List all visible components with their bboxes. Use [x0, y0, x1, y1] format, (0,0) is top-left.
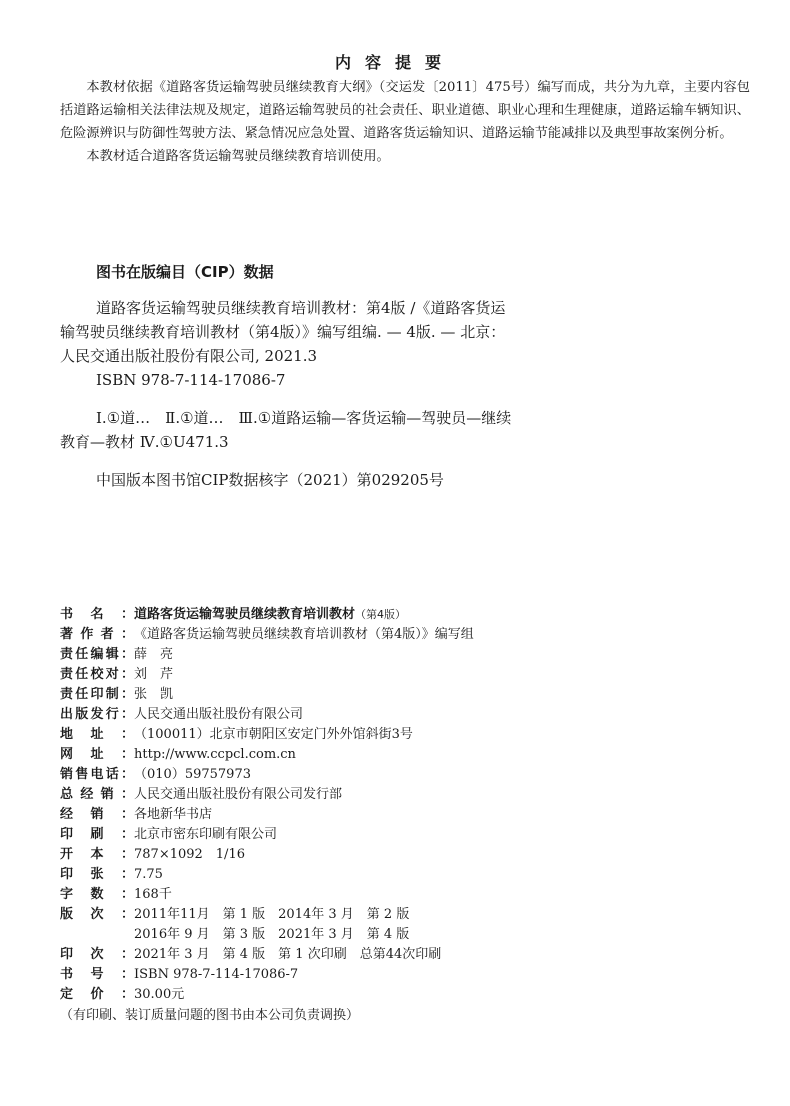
colophon-row [60, 685, 740, 705]
colophon-value: 787×1092 1/16 [134, 847, 245, 862]
colophon-value: 7.75 [134, 867, 163, 882]
colophon-label: 地 址 ： [60, 727, 134, 742]
colophon-value: http://www.ccpcl.com.cn [134, 747, 296, 762]
colophon-value: 30.00元 [134, 987, 185, 1002]
colophon [60, 605, 740, 1027]
colophon-row [60, 825, 740, 845]
colophon-label: 书 号 ： [60, 967, 134, 982]
summary-title: 内容提要 [334, 53, 455, 72]
colophon-label: 版 次 ： [60, 907, 134, 922]
colophon-row [60, 665, 740, 685]
colophon-label: 著 作 者 ： [60, 627, 134, 642]
cip-record: 中国版本图书馆CIP数据核字（2021）第029205号 [96, 471, 444, 489]
colophon-value: 168千 [134, 887, 172, 902]
colophon-row [60, 905, 740, 925]
colophon-value: 2021年 3 月 第 4 版 第 1 次印刷 总第44次印刷 [134, 947, 442, 962]
colophon-row [60, 705, 740, 725]
colophon-label: 书 名 ： [60, 607, 134, 622]
colophon-row [60, 965, 740, 985]
colophon-row [60, 805, 740, 825]
colophon-label: 印 次 ： [60, 947, 134, 962]
colophon-value: 刘 芹 [134, 667, 174, 682]
summary-paragraph-1: 本教材依据《道路客货运输驾驶员继续教育大纲》（交运发〔2011〕475号）编写而成，共分为九章，主要内容包括道路运输相关法律法规及规定，道路运输驾驶员的社会责任、职业道德、职业心理和生理健康，道路运输车辆知识、危险源辨识与防御性驾驶方法、紧急情况应急处置、道路客货运输知识、道路运输节能减排以及典型事故案例分析。 [60, 80, 750, 141]
colophon-row [60, 865, 740, 885]
colophon-row [60, 645, 740, 665]
colophon-label: 销 售 电 话 ： [60, 767, 134, 782]
colophon-label: 印 刷 ： [60, 827, 134, 842]
colophon-label: 开 本 ： [60, 847, 134, 862]
colophon-row-title [60, 605, 740, 625]
colophon-label: 网 址 ： [60, 747, 134, 762]
colophon-row [60, 945, 740, 965]
colophon-value: 张 凯 [134, 687, 174, 702]
colophon-value: 人民交通出版社股份有限公司发行部 [134, 787, 343, 802]
colophon-label: 总 经 销 ： [60, 787, 134, 802]
colophon-label: 责 任 校 对 ： [60, 667, 134, 682]
colophon-value: （100011）北京市朝阳区安定门外外馆斜街3号 [134, 727, 413, 742]
colophon-row [60, 785, 740, 805]
colophon-row [60, 985, 740, 1005]
colophon-value: 《道路客货运输驾驶员继续教育培训教材（第4版）》编写组 [134, 627, 474, 642]
book-title: 道路客货运输驾驶员继续教育培训教材 [134, 607, 356, 622]
cip-entry: 道路客货运输驾驶员继续教育培训教材：第4版 /《道路客货运输驾驶员继续教育培训教材（第4版）》编写组编. — 4版. — 北京：人民交通出版社股份有限公司, 2021.3 [60, 299, 506, 365]
colophon-value: 2016年 9 月 第 3 版 2021年 3 月 第 4 版 [134, 927, 410, 942]
colophon-value: 各地新华书店 [134, 807, 213, 822]
cip-heading: 图书在版编目（CIP）数据 [96, 263, 274, 281]
colophon-value: 北京市密东印刷有限公司 [134, 827, 278, 842]
cip-data [60, 296, 520, 492]
colophon-row [60, 885, 740, 905]
colophon-row [60, 765, 740, 785]
summary-paragraph-2: 本教材适合道路客货运输驾驶员继续教育培训使用。 [86, 149, 390, 164]
colophon-label: 字 数 ： [60, 887, 134, 902]
colophon-value: 2011年11月 第 1 版 2014年 3 月 第 2 版 [134, 907, 410, 922]
quality-note: （有印刷、装订质量问题的图书由本公司负责调换） [60, 1008, 360, 1023]
cip-isbn: ISBN 978-7-114-17086-7 [96, 371, 286, 389]
summary [60, 76, 750, 168]
colophon-label: 定 价 ： [60, 987, 134, 1002]
colophon-value: ISBN 978-7-114-17086-7 [134, 967, 299, 982]
colophon-label: 责 任 编 辑 ： [60, 647, 134, 662]
colophon-label: 印 张 ： [60, 867, 134, 882]
colophon-row-edition-cont [60, 925, 740, 945]
colophon-label: 经 销 ： [60, 807, 134, 822]
colophon-row [60, 625, 740, 645]
book-edition: （第4版） [355, 608, 407, 621]
colophon-label: 责 任 印 制 ： [60, 687, 134, 702]
colophon-row [60, 845, 740, 865]
colophon-label: 出 版 发 行 ： [60, 707, 134, 722]
colophon-value: （010）59757973 [134, 767, 251, 782]
cip-subjects: Ⅰ.①道… Ⅱ.①道… Ⅲ.①道路运输—客货运输—驾驶员—继续教育—教材 Ⅳ.①U471.3 [60, 409, 512, 451]
colophon-value: 薛 亮 [134, 647, 174, 662]
colophon-row [60, 725, 740, 745]
colophon-value: 人民交通出版社股份有限公司 [134, 707, 304, 722]
colophon-row [60, 745, 740, 765]
